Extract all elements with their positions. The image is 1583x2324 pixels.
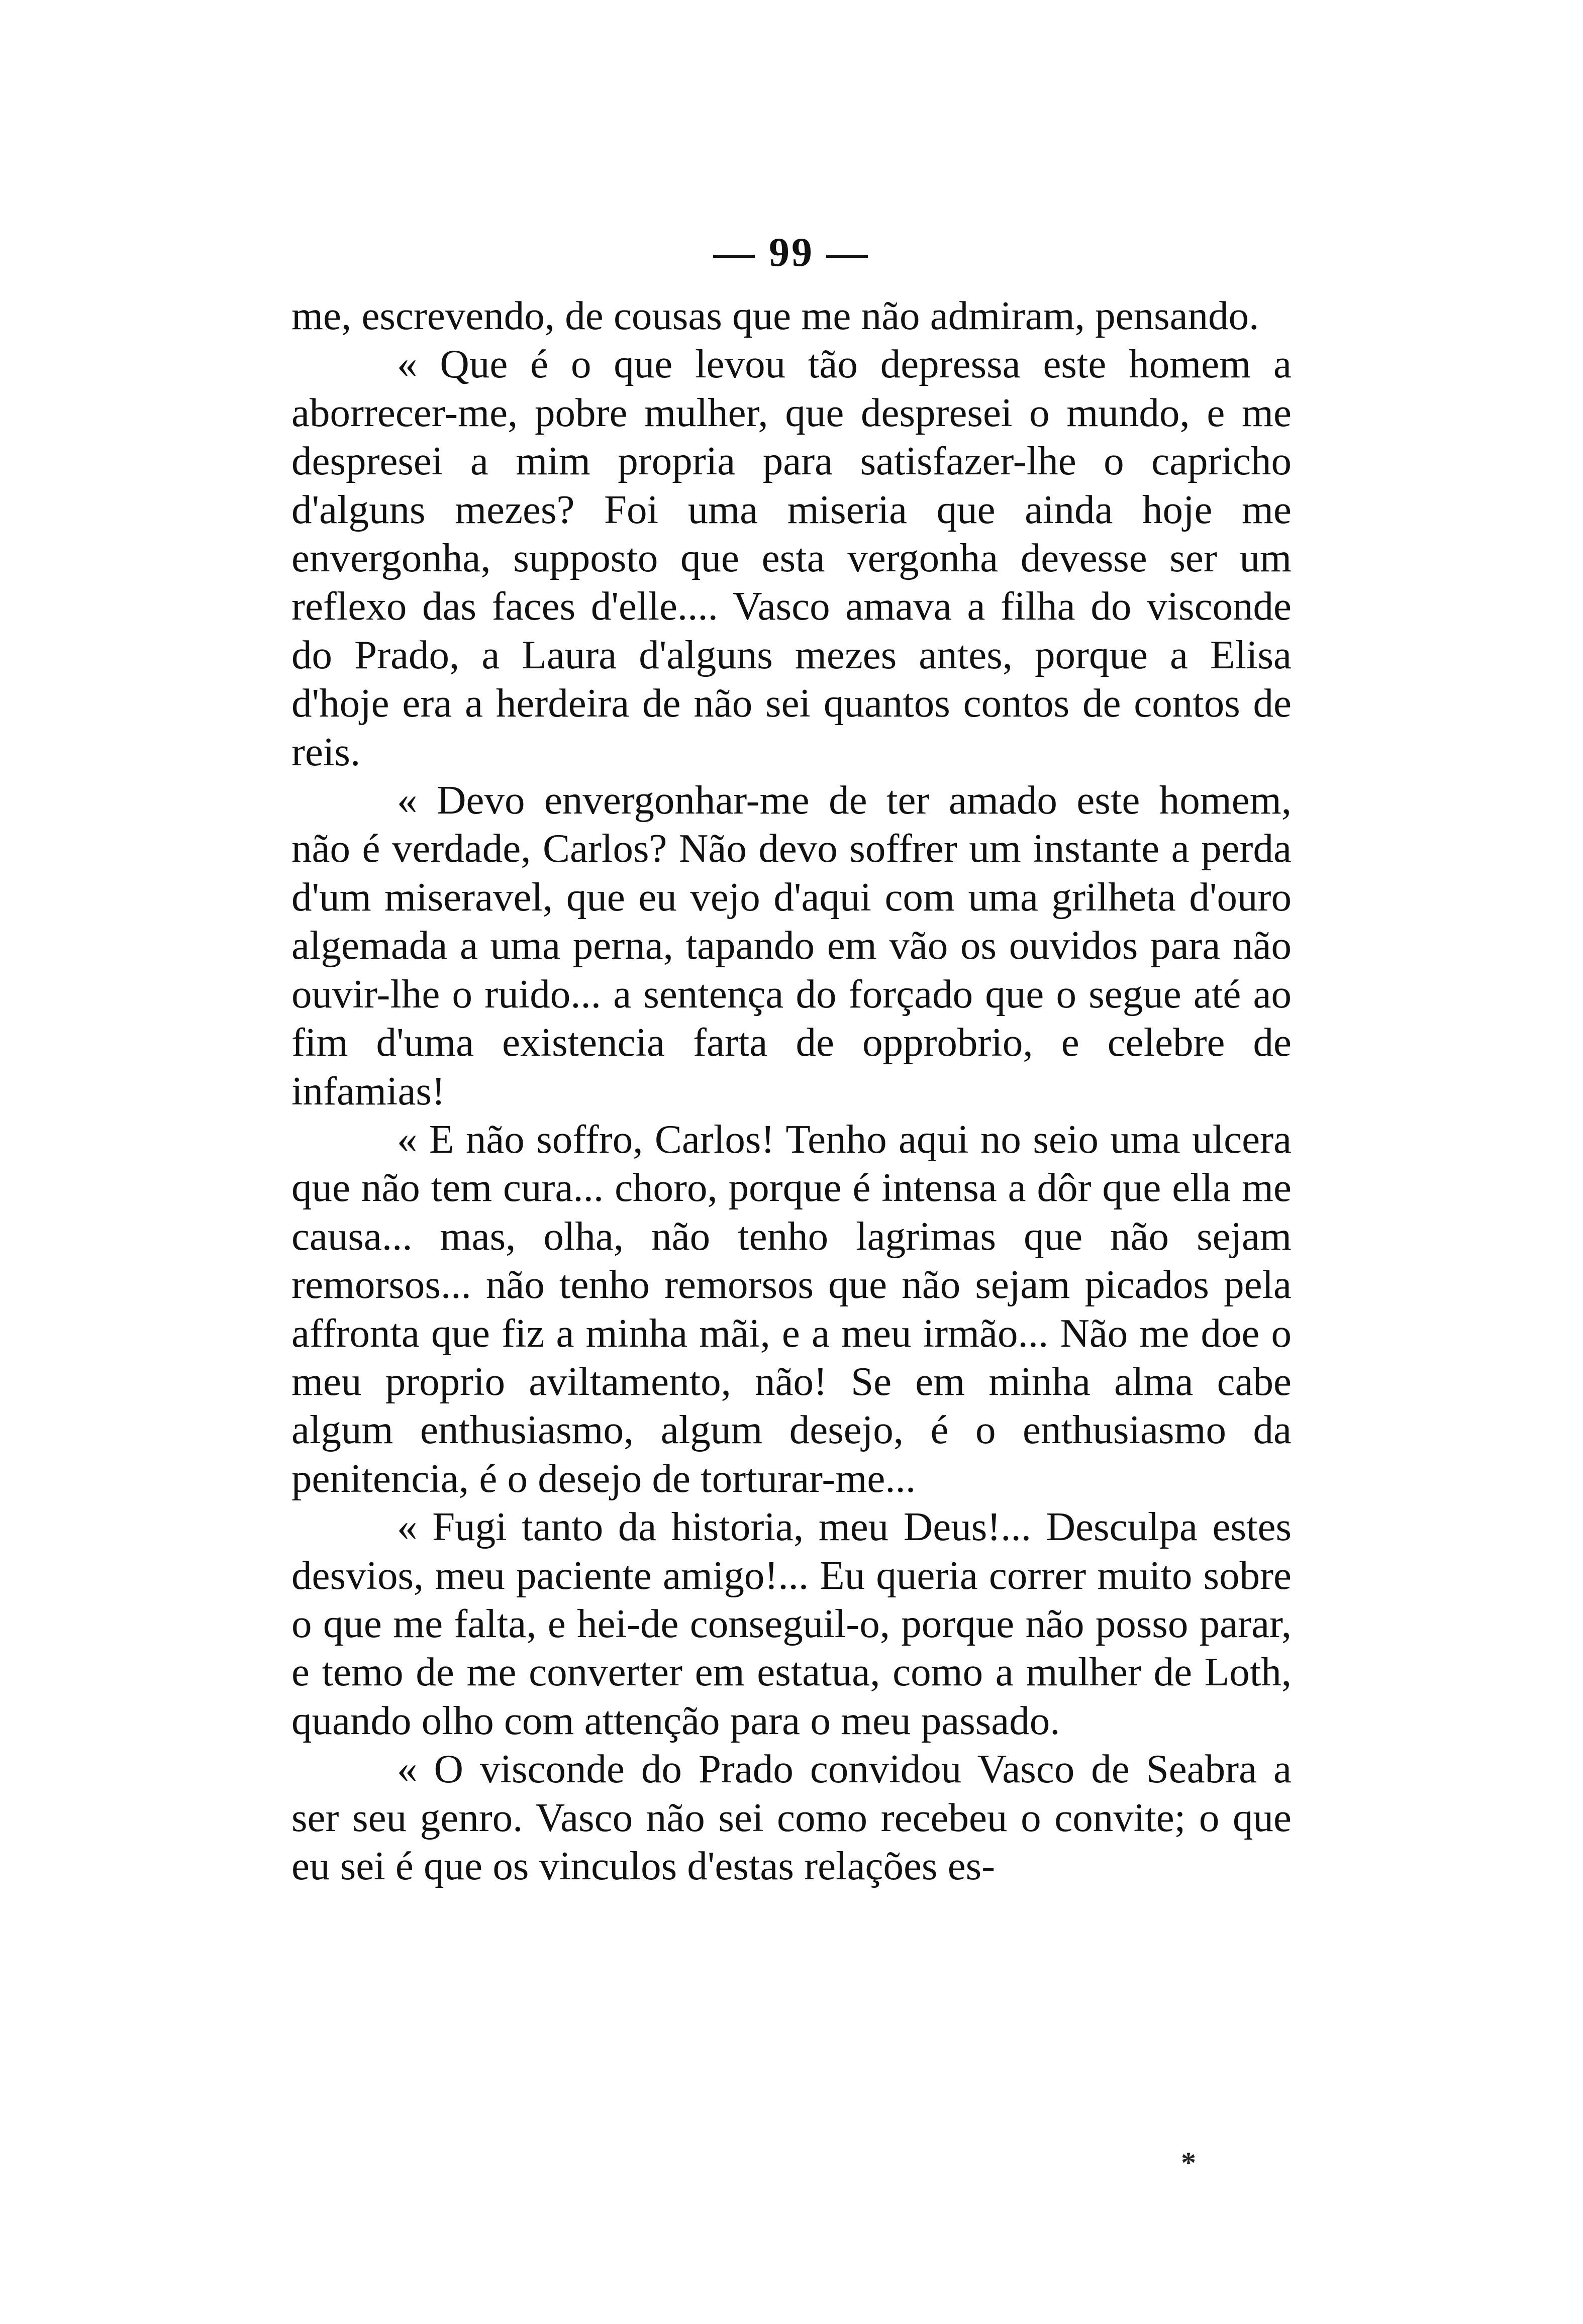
- footer-mark: *: [1181, 2146, 1196, 2179]
- body-text: [291, 291, 1292, 1890]
- paragraph: « Que é o que levou tão depressa este homem a aborrecer-me, pobre mulher, que despresei o mundo, e me despresei a mim propria para satisfazer-lhe o capricho d'alguns mezes? Foi uma miseria que ainda hoje me envergonha, supposto que esta vergonha devesse ser um reflexo das faces d'elle.... Vasco amava a filha do visconde do Prado, a Laura d'alguns mezes antes, porque a Elisa d'hoje era a herdeira de não sei quantos contos de contos de reis.: [291, 341, 1292, 774]
- paragraph: « Fugi tanto da historia, meu Deus!... Desculpa estes desvios, meu paciente amigo!... Eu queria correr muito sobre o que me falta, e hei-de conseguil-o, porque não posso parar, e temo de me converter em estatua, como a mulher de Loth, quando olho com attenção para o meu passado.: [291, 1504, 1292, 1743]
- paragraph-continuation: me, escrevendo, de cousas que me não admiram, pensando.: [291, 293, 1259, 338]
- paragraph: « O visconde do Prado convidou Vasco de Seabra a ser seu genro. Vasco não sei como recebeu o convite; o que eu sei é que os vinculos d'estas relações es-: [291, 1746, 1292, 1888]
- paragraph: « E não soffro, Carlos! Tenho aqui no seio uma ulcera que não tem cura... choro, porque é intensa a dôr que ella me causa... mas, olha, não tenho lagrimas que não sejam remorsos... não tenho remorsos que não sejam picados pela affronta que fiz a minha mãi, e a meu irmão... Não me doe o meu proprio aviltamento, não! Se em minha alma cabe algum enthusiasmo, algum desejo, é o enthusiasmo da penitencia, é o desejo de torturar-me...: [291, 1116, 1292, 1501]
- paragraph: « Devo envergonhar-me de ter amado este homem, não é verdade, Carlos? Não devo soffrer um instante a perda d'um miseravel, que eu vejo d'aqui com uma grilheta d'ouro algemada a uma perna, tapando em vão os ouvidos para não ouvir-lhe o ruido... a sentença do forçado que o segue até ao fim d'uma existencia farta de opprobrio, e celebre de infamias!: [291, 777, 1292, 1114]
- page-number: — 99 —: [713, 229, 870, 275]
